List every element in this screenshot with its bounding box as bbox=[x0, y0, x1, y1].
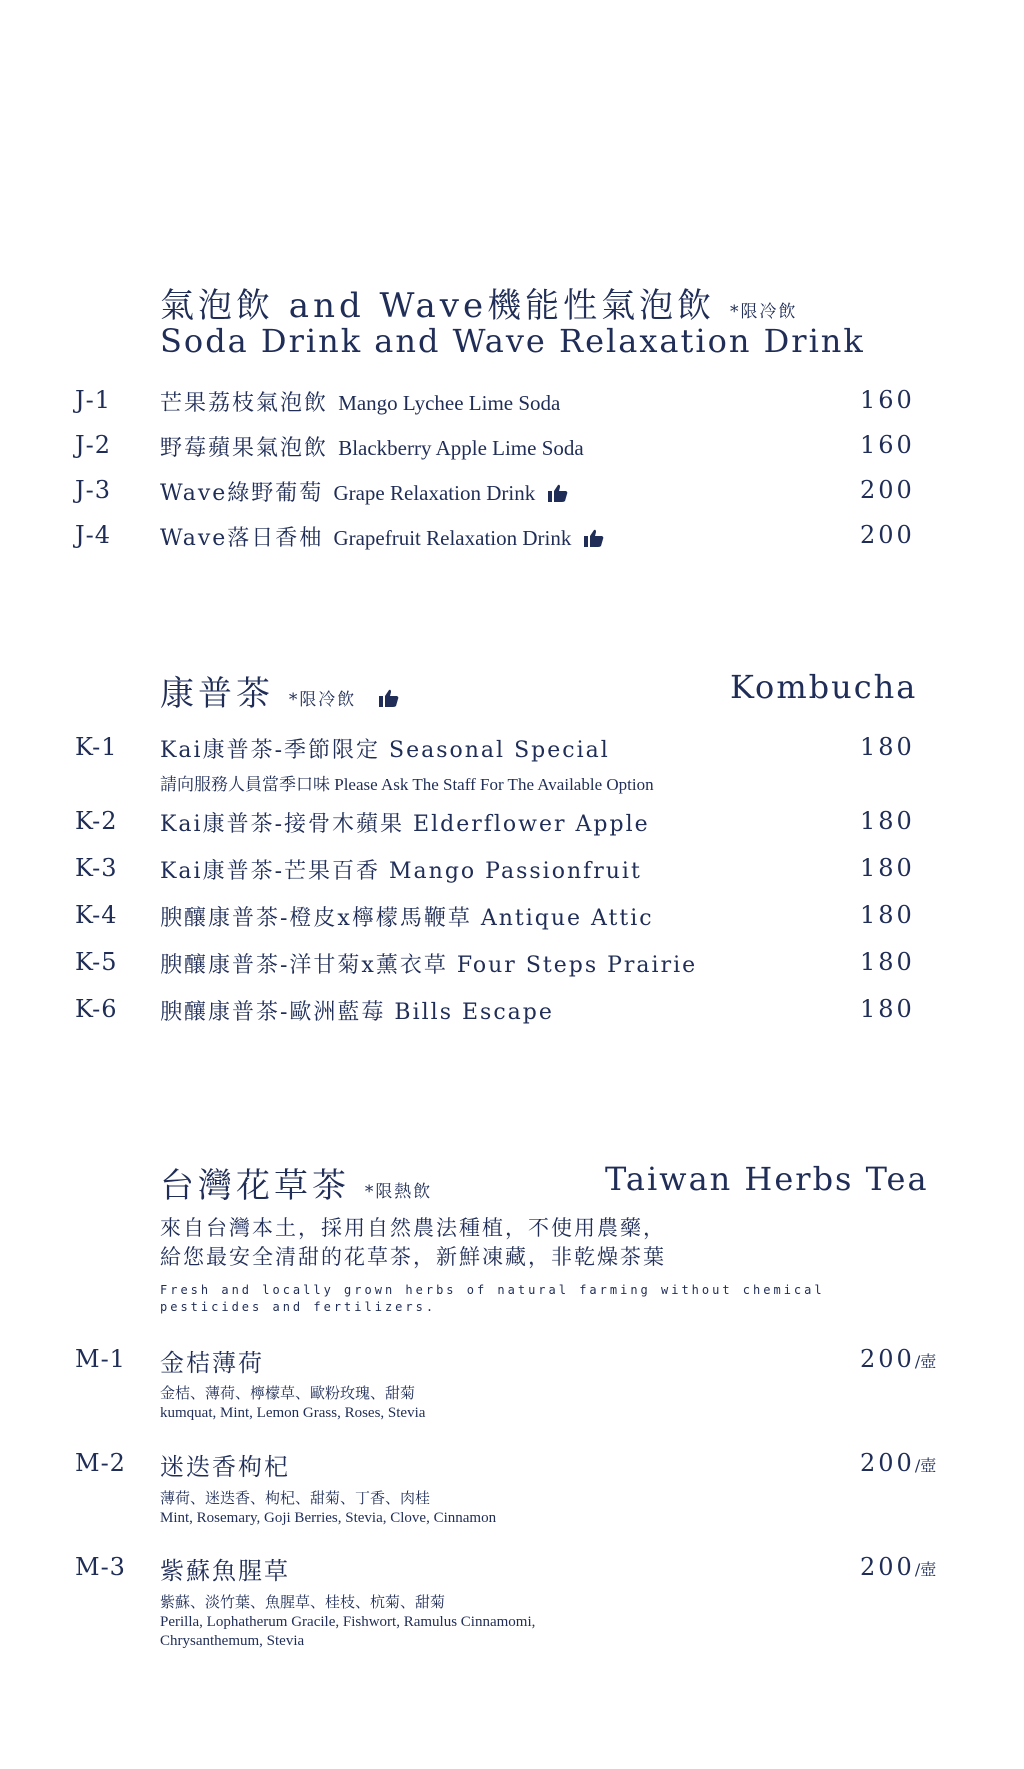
menu-item-k3: Kai康普茶-芒果百香 Mango Passionfruit bbox=[160, 859, 642, 884]
menu-item-m3-ingredients: 紫蘇、淡竹葉、魚腥草、桂枝、杭菊、甜菊 Perilla, Lophatherum Gracile, Fishwort, Ramulus Cinnamomi, Chrysanthemum, Stevia bbox=[160, 1595, 536, 1649]
item-code-k2: K-2 bbox=[75, 807, 118, 835]
thumbs-up-icon bbox=[548, 484, 568, 502]
menu-item-k5: 腴釀康普茶-洋甘菊x薰衣草 Four Steps Prairie bbox=[160, 953, 698, 978]
price-k3: 180 bbox=[860, 854, 915, 882]
price-j2: 160 bbox=[860, 431, 915, 459]
price-m1: 200/壺 bbox=[860, 1345, 937, 1373]
item-code-j2: J-2 bbox=[75, 431, 111, 459]
menu-item-m2-ingredients: 薄荷、迷迭香、枸杞、甜菊、丁香、肉桂 Mint, Rosemary, Goji Berries, Stevia, Clove, Cinnamon bbox=[160, 1491, 497, 1526]
item-code-m1: M-1 bbox=[75, 1345, 126, 1373]
menu-item-k2: Kai康普茶-接骨木蘋果 Elderflower Apple bbox=[160, 812, 650, 837]
price-j1: 160 bbox=[860, 386, 915, 414]
item-code-m3: M-3 bbox=[75, 1553, 126, 1581]
menu-item-j4: Wave落日香柚 Grapefruit Relaxation Drink bbox=[160, 521, 604, 552]
menu-item-k6: 腴釀康普茶-歐洲藍莓 Bills Escape bbox=[160, 1000, 554, 1025]
thumbs-up-icon bbox=[584, 529, 604, 547]
menu-item-m1: 金桔薄荷 bbox=[160, 1349, 264, 1377]
price-k2: 180 bbox=[860, 807, 915, 835]
price-j3: 200 bbox=[860, 476, 915, 504]
menu-item-k1: Kai康普茶-季節限定 Seasonal Special bbox=[160, 738, 610, 763]
thumbs-up-icon bbox=[379, 689, 399, 707]
herbs-hot-note: *限熱飲 bbox=[364, 1182, 433, 1202]
item-code-j1: J-1 bbox=[75, 386, 111, 414]
price-k1: 180 bbox=[860, 733, 915, 761]
soda-title-zh: 氣泡飲 and Wave機能性氣泡飲 *限冷飲 bbox=[160, 286, 798, 326]
soda-title-en: Soda Drink and Wave Relaxation Drink bbox=[160, 322, 865, 360]
menu-item-m2: 迷迭香枸杞 bbox=[160, 1453, 290, 1481]
soda-cold-note: *限冷飲 bbox=[729, 302, 798, 322]
price-k4: 180 bbox=[860, 901, 915, 929]
kombucha-title-zh: 康普茶 *限冷飲 bbox=[160, 666, 399, 715]
menu-item-j3: Wave綠野葡萄 Grape Relaxation Drink bbox=[160, 476, 568, 507]
item-code-m2: M-2 bbox=[75, 1449, 126, 1477]
item-code-j3: J-3 bbox=[75, 476, 111, 504]
menu-item-m3: 紫蘇魚腥草 bbox=[160, 1557, 290, 1585]
menu-item-m1-ingredients: 金桔、薄荷、檸檬草、歐粉玫瑰、甜菊 kumquat, Mint, Lemon Grass, Roses, Stevia bbox=[160, 1386, 426, 1421]
menu-item-k4: 腴釀康普茶-橙皮x檸檬馬鞭草 Antique Attic bbox=[160, 906, 654, 931]
item-code-k4: K-4 bbox=[75, 901, 118, 929]
menu-item-j2: 野莓蘋果氣泡飲 Blackberry Apple Lime Soda bbox=[160, 436, 584, 461]
item-code-k6: K-6 bbox=[75, 995, 118, 1023]
price-m2: 200/壺 bbox=[860, 1449, 937, 1477]
item-code-k5: K-5 bbox=[75, 948, 118, 976]
item-code-k1: K-1 bbox=[75, 733, 118, 761]
price-k5: 180 bbox=[860, 948, 915, 976]
herbs-title-en: Taiwan Herbs Tea bbox=[605, 1160, 929, 1198]
price-m3: 200/壺 bbox=[860, 1553, 937, 1581]
herbs-intro-zh: 來自台灣本土，採用自然農法種植，不使用農藥， 給您最安全清甜的花草茶，新鮮凍藏，非乾燥茶葉 bbox=[160, 1216, 666, 1269]
item-code-k3: K-3 bbox=[75, 854, 118, 882]
kombucha-title-en: Kombucha bbox=[730, 668, 918, 706]
price-j4: 200 bbox=[860, 521, 915, 549]
menu-item-j1: 芒果荔枝氣泡飲 Mango Lychee Lime Soda bbox=[160, 391, 561, 416]
price-k6: 180 bbox=[860, 995, 915, 1023]
kombucha-cold-note: *限冷飲 bbox=[288, 690, 357, 710]
herbs-intro-en: Fresh and locally grown herbs of natural farming without chemical pesticides and fertilizers. bbox=[160, 1283, 825, 1314]
menu-item-k1-note: 請向服務人員當季口味 Please Ask The Staff For The Available Option bbox=[160, 775, 654, 794]
herbs-title-zh: 台灣花草茶 *限熱飲 bbox=[160, 1166, 433, 1206]
item-code-j4: J-4 bbox=[75, 521, 111, 549]
